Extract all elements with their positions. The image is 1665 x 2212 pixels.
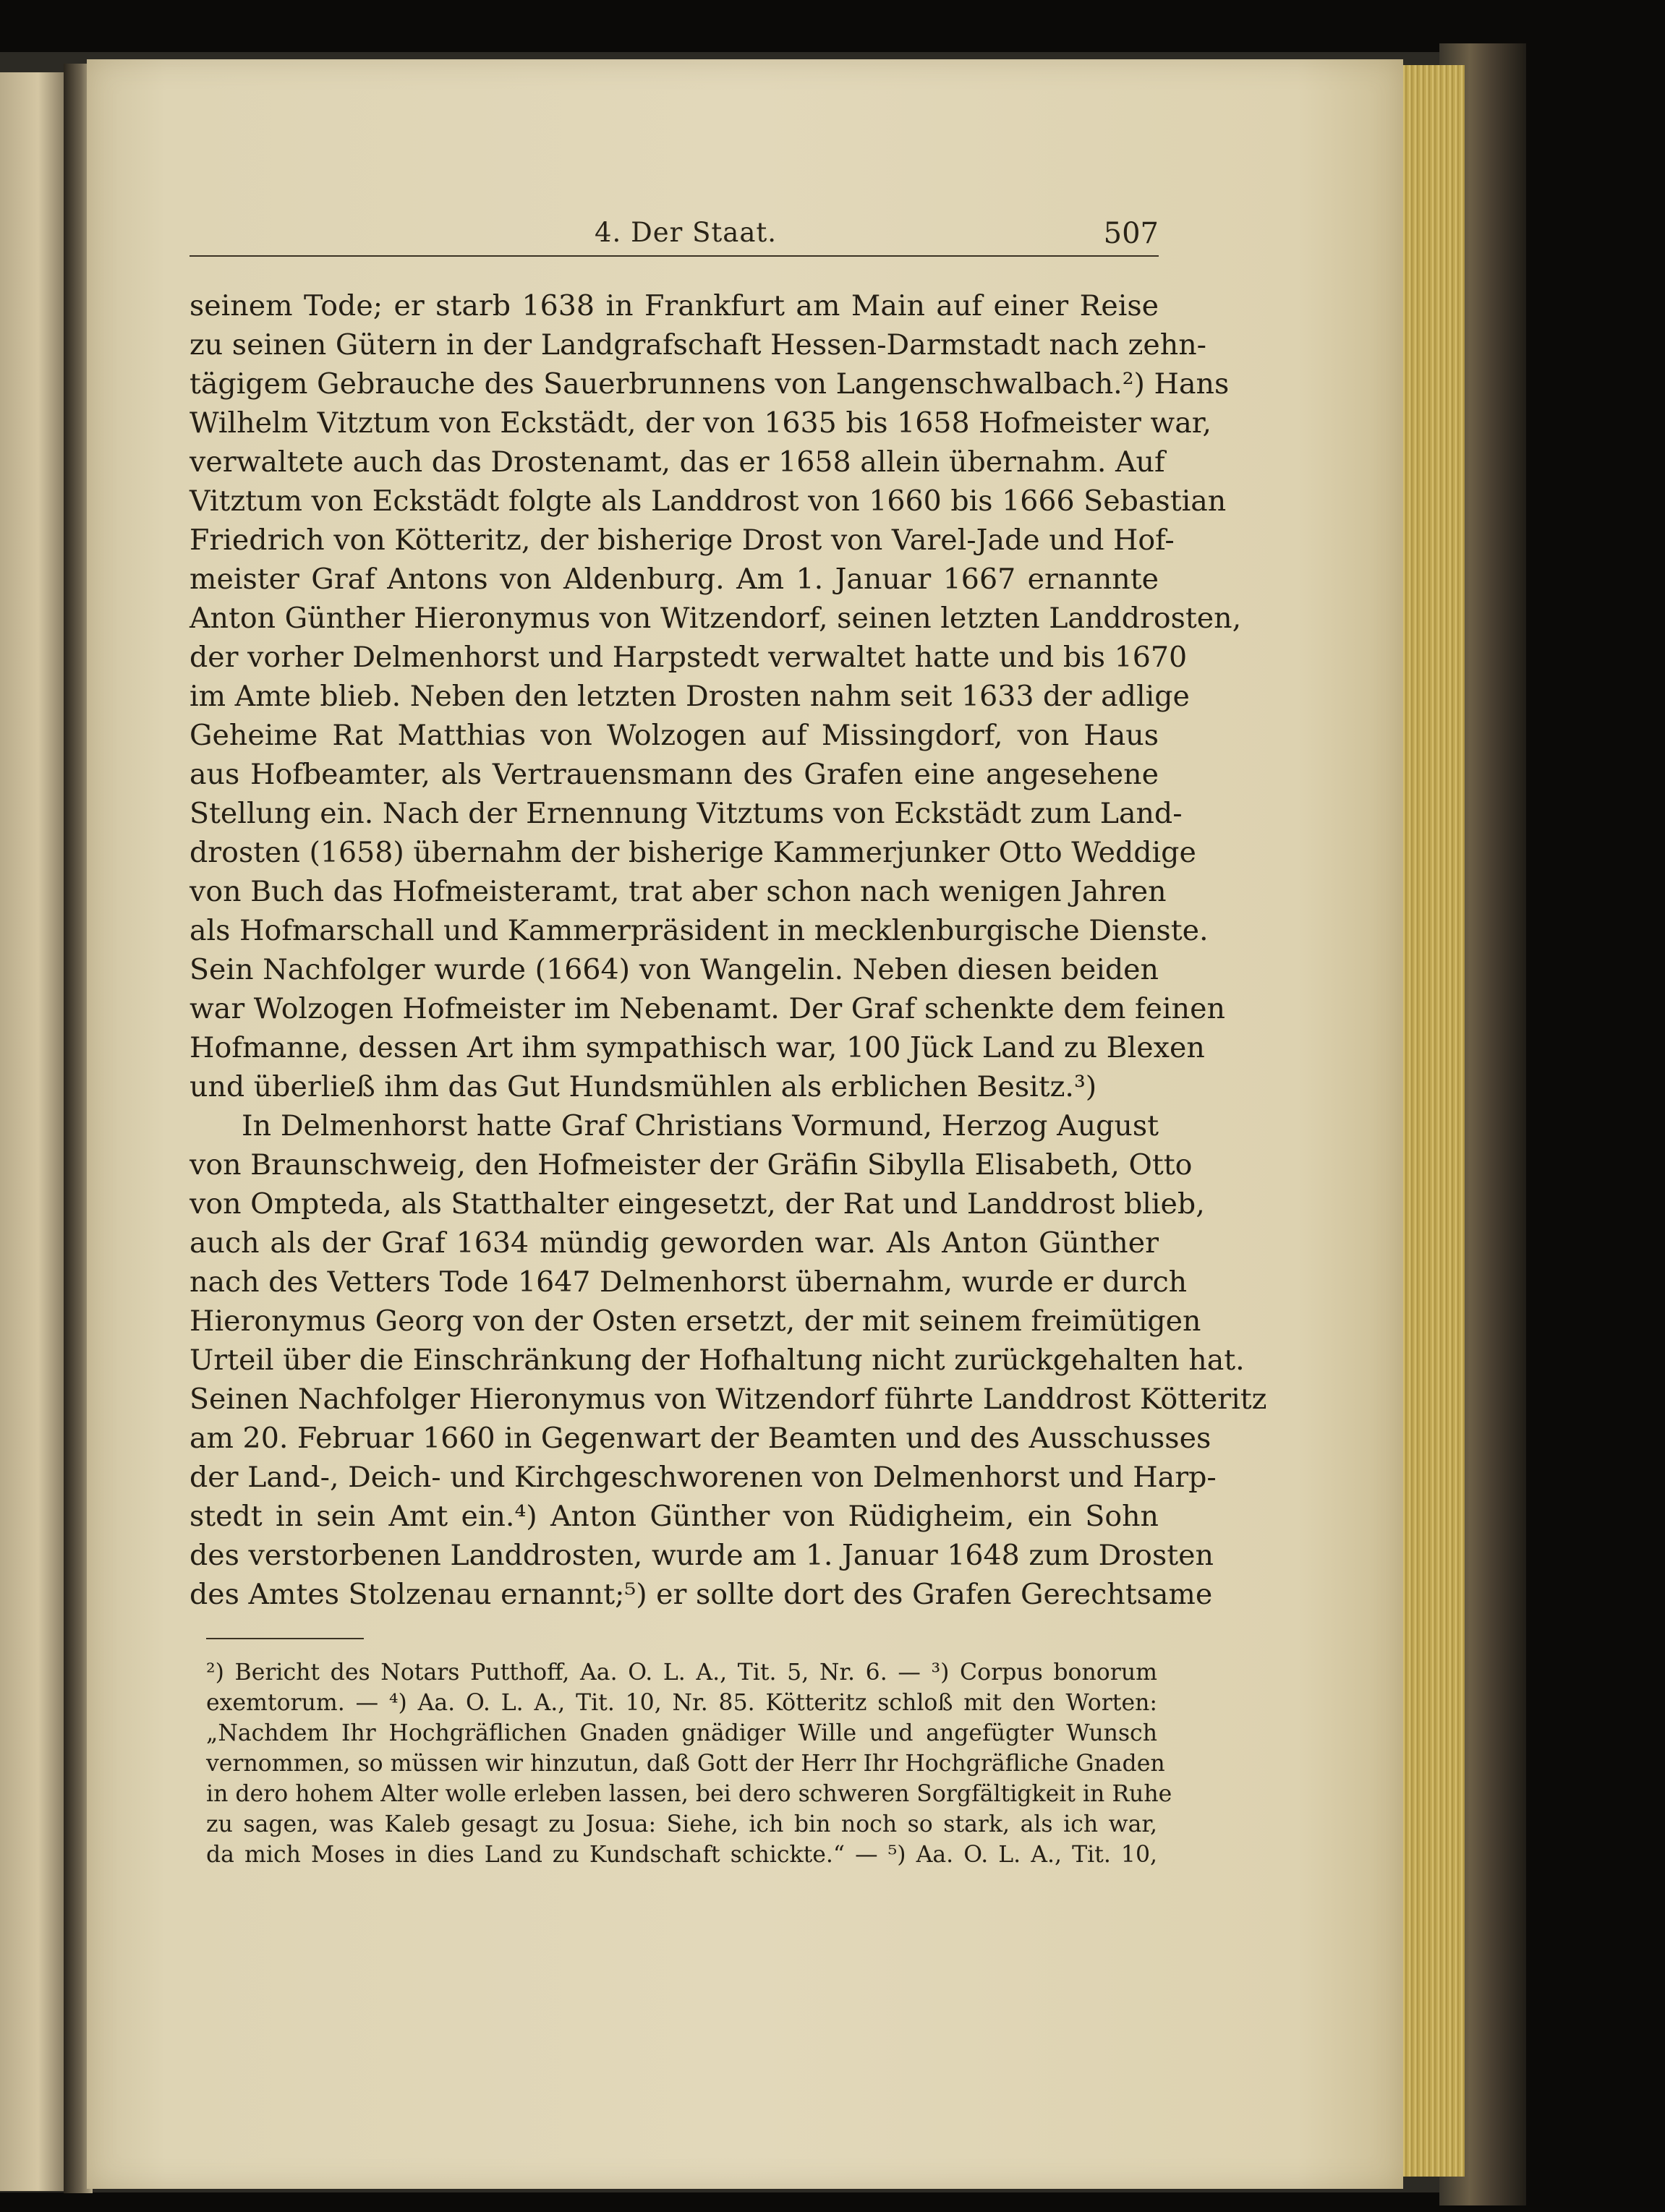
- text-line: Vitztum von Eckstädt folgte als Landdrost von 1660 bis 1666 Sebastian: [190, 484, 1227, 518]
- page-number: 507: [1103, 217, 1159, 250]
- text-line: nach des Vetters Tode 1647 Delmenhorst übernahm, wurde er durch: [190, 1265, 1188, 1299]
- header-rule: [190, 255, 1159, 257]
- text-line: Hofmanne, dessen Art ihm sympathisch war, 100 Jück Land zu Blexen: [190, 1031, 1205, 1064]
- text-line: des verstorbenen Landdrosten, wurde am 1. Januar 1648 zum Drosten: [190, 1539, 1214, 1572]
- text-line: auch als der Graf 1634 mündig geworden war. Als Anton Günther: [190, 1226, 1159, 1260]
- footnote-rule: [206, 1638, 364, 1639]
- text-line: Anton Günther Hieronymus von Witzendorf, seinen letzten Landdrosten,: [190, 602, 1242, 635]
- footnote-line: vernommen, so müssen wir hinzutun, daß Gott der Herr Ihr Hochgräfliche Gnaden: [206, 1751, 1165, 1777]
- text-line: stedt in sein Amt ein.⁴) Anton Günther von Rüdigheim, ein Sohn: [190, 1500, 1159, 1533]
- footnotes: [206, 1657, 1172, 1870]
- text-line: war Wolzogen Hofmeister im Nebenamt. Der Graf schenkte dem feinen: [190, 992, 1225, 1025]
- text-line: von Buch das Hofmeisteramt, trat aber schon nach wenigen Jahren: [190, 875, 1167, 908]
- text-line: und überließ ihm das Gut Hundsmühlen als erblichen Besitz.³): [190, 1070, 1097, 1103]
- text-line: Wilhelm Vitztum von Eckstädt, der von 1635 bis 1658 Hofmeister war,: [190, 406, 1212, 440]
- text-line: aus Hofbeamter, als Vertrauensmann des Grafen eine angesehene: [190, 758, 1159, 791]
- body-text: [190, 286, 1267, 1614]
- text-line: Stellung ein. Nach der Ernennung Vitztums von Eckstädt zum Land-: [190, 797, 1183, 830]
- text-line: von Ompteda, als Statthalter eingesetzt, der Rat und Landdrost blieb,: [190, 1187, 1205, 1221]
- text-line: des Amtes Stolzenau ernannt;⁵) er sollte dort des Grafen Gerechtsame: [190, 1578, 1213, 1611]
- footnote-line: „Nachdem Ihr Hochgräflichen Gnaden gnädiger Wille und angefügter Wunsch: [206, 1720, 1157, 1746]
- page-edges: [1396, 65, 1465, 2177]
- text-line: verwaltete auch das Drostenamt, das er 1658 allein übernahm. Auf: [190, 445, 1165, 479]
- text-line: In Delmenhorst hatte Graf Christians Vormund, Herzog August: [242, 1109, 1159, 1143]
- text-line: der vorher Delmenhorst und Harpstedt verwaltet hatte und bis 1670: [190, 641, 1188, 674]
- running-head: 4. Der Staat.: [595, 217, 778, 248]
- footnote-line: ²) Bericht des Notars Putthoff, Aa. O. L. A., Tit. 5, Nr. 6. — ³) Corpus bonorum: [206, 1660, 1157, 1686]
- text-line: von Braunschweig, den Hofmeister der Gräfin Sibylla Elisabeth, Otto: [190, 1148, 1193, 1182]
- text-line: tägigem Gebrauche des Sauerbrunnens von Langenschwalbach.²) Hans: [190, 367, 1230, 401]
- text-line: als Hofmarschall und Kammerpräsident in mecklenburgische Dienste.: [190, 914, 1209, 947]
- text-line: Hieronymus Georg von der Osten ersetzt, der mit seinem freimütigen: [190, 1304, 1201, 1338]
- footnote-line: exemtorum. — ⁴) Aa. O. L. A., Tit. 10, Nr. 85. Kötteritz schloß mit den Worten:: [206, 1690, 1157, 1716]
- text-line: Urteil über die Einschränkung der Hofhaltung nicht zurückgehalten hat.: [190, 1344, 1245, 1377]
- text-line: Friedrich von Kötteritz, der bisherige Drost von Varel-Jade und Hof-: [190, 524, 1175, 557]
- text-line: Sein Nachfolger wurde (1664) von Wangelin. Neben diesen beiden: [190, 953, 1159, 986]
- footnote-line: in dero hohem Alter wolle erleben lassen, bei dero schweren Sorgfältigkeit in Ruhe: [206, 1781, 1172, 1807]
- text-line: im Amte blieb. Neben den letzten Drosten nahm seit 1633 der adlige: [190, 680, 1190, 713]
- text-line: zu seinen Gütern in der Landgrafschaft Hessen-Darmstadt nach zehn-: [190, 328, 1207, 362]
- text-line: meister Graf Antons von Aldenburg. Am 1. Januar 1667 ernannte: [190, 563, 1159, 596]
- text-line: seinem Tode; er starb 1638 in Frankfurt am Main auf einer Reise: [190, 289, 1159, 323]
- page-header: [190, 217, 1159, 260]
- text-line: Seinen Nachfolger Hieronymus von Witzendorf führte Landdrost Kötteritz: [190, 1383, 1267, 1416]
- footnote-line: da mich Moses in dies Land zu Kundschaft schickte.“ — ⁵) Aa. O. L. A., Tit. 10,: [206, 1842, 1157, 1868]
- left-page-edge: [0, 72, 64, 2191]
- text-line: drosten (1658) übernahm der bisherige Kammerjunker Otto Weddige: [190, 836, 1196, 869]
- text-line: der Land-, Deich- und Kirchgeschworenen von Delmenhorst und Harp-: [190, 1461, 1217, 1494]
- text-line: Geheime Rat Matthias von Wolzogen auf Missingdorf, von Haus: [190, 719, 1159, 752]
- text-line: am 20. Februar 1660 in Gegenwart der Beamten und des Ausschusses: [190, 1422, 1212, 1455]
- footnote-line: zu sagen, was Kaleb gesagt zu Josua: Siehe, ich bin noch so stark, als ich war,: [206, 1811, 1157, 1837]
